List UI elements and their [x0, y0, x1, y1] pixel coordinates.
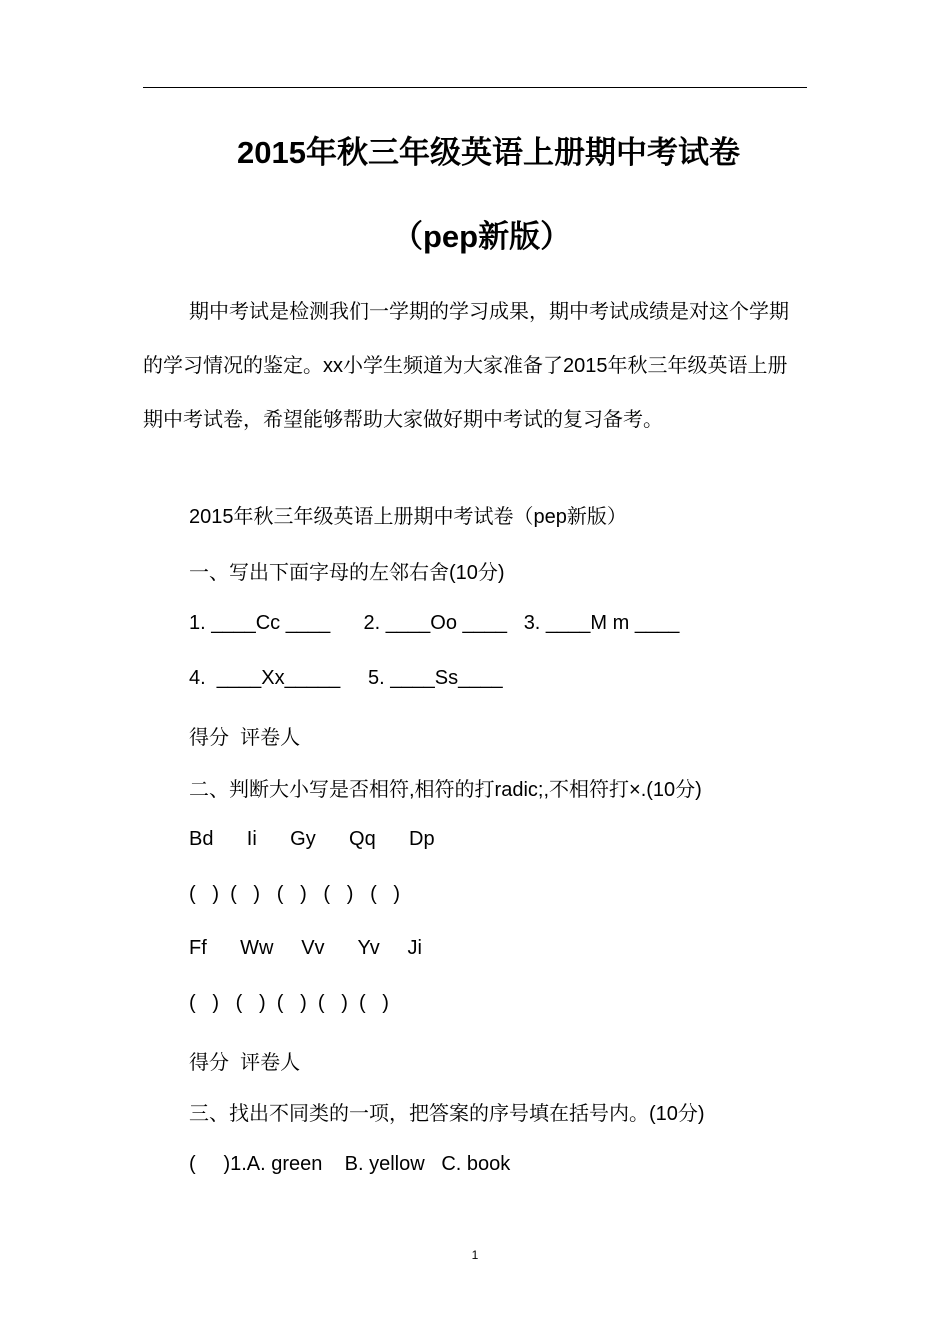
- section-2-brackets-row-1: ( ) ( ) ( ) ( ) ( ): [189, 883, 401, 905]
- section-3-item-1: ( )1.A. green B. yellow C. book: [189, 1153, 511, 1175]
- page-number: 1: [471, 1248, 479, 1262]
- section-3-heading: 三、找出不同类的一项，把答案的序号填在括号内。(10分): [189, 1103, 705, 1125]
- section-1-row-1: 1. ____Cc ____ 2. ____Oo ____ 3. ____M m ____: [189, 612, 680, 634]
- document-title: 2015年秋三年级英语上册期中考试卷: [237, 135, 740, 170]
- section-2-letters-row-1: Bd Ii Gy Qq Dp: [189, 828, 435, 850]
- section-2-letters-row-2: Ff Ww Vv Yv Ji: [189, 937, 422, 959]
- exam-subtitle: 2015年秋三年级英语上册期中考试卷（pep新版）: [189, 506, 627, 528]
- header-rule: [143, 87, 807, 88]
- section-1-row-2: 4. ____Xx_____ 5. ____Ss____: [189, 667, 503, 689]
- document-title-edition: （pep新版）: [392, 219, 572, 254]
- intro-paragraph: 期中考试是检测我们一学期的学习成果，期中考试成绩是对这个学期的学习情况的鉴定。xx小学生频道为大家准备了2015年秋三年级英语上册期中考试卷，希望能够帮助大家做好期中考试的复习备考。: [143, 301, 789, 431]
- score-label: 得分 评卷人: [189, 727, 301, 749]
- section-2-brackets-row-2: ( ) ( ) ( ) ( ) ( ): [189, 992, 389, 1014]
- score-label: 得分 评卷人: [189, 1052, 301, 1074]
- section-2-heading: 二、判断大小写是否相符,相符的打radic;,不相符打×.(10分): [189, 779, 702, 801]
- section-1-heading: 一、写出下面字母的左邻右舍(10分): [189, 562, 505, 584]
